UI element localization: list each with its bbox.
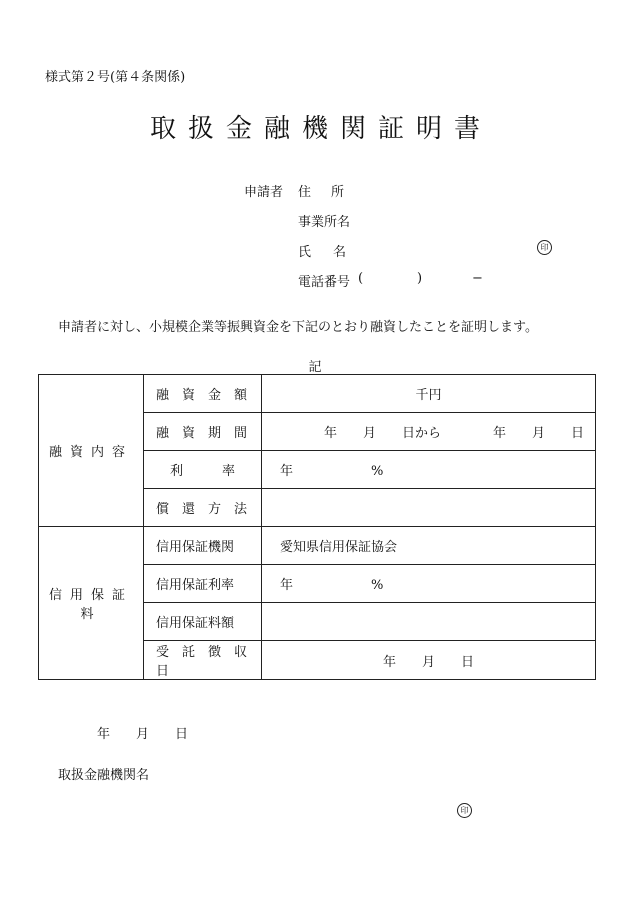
phone-area-open: ( bbox=[358, 271, 364, 286]
form-number: 様式第２号(第４条関係) bbox=[45, 70, 186, 85]
certification-date: 年 月 日 bbox=[97, 727, 189, 742]
row-value[interactable] bbox=[262, 603, 596, 641]
row-label: 受 託 徴 収 日 bbox=[144, 641, 262, 680]
row-label: 信用保証機関 bbox=[144, 527, 262, 565]
institution-seal-icon: 印 bbox=[457, 803, 472, 818]
table-row bbox=[39, 527, 596, 565]
group-guarantee-fee: 信用保証料 bbox=[39, 527, 144, 680]
row-label: 信用保証料額 bbox=[144, 603, 262, 641]
row-value[interactable]: 愛知県信用保証協会 bbox=[262, 527, 596, 565]
row-label: 利 率 bbox=[144, 451, 262, 489]
document-title: 取扱金融機関証明書 bbox=[149, 114, 492, 144]
applicant-label: 申請者 bbox=[244, 185, 284, 200]
row-value[interactable] bbox=[262, 489, 596, 527]
ki-heading: 記 bbox=[308, 360, 322, 375]
group-loan-content: 融資内容 bbox=[39, 375, 144, 527]
row-value[interactable]: 年 月 日から 年 月 日 bbox=[262, 413, 596, 451]
applicant-seal-icon: 印 bbox=[537, 240, 552, 255]
business-name-label: 事業所名 bbox=[298, 215, 351, 230]
row-label: 融 資 金 額 bbox=[144, 375, 262, 413]
certification-statement: 申請者に対し、小規模企業等振興資金を下記のとおり融資したことを証明します。 bbox=[58, 320, 538, 335]
table-row bbox=[39, 375, 596, 413]
row-label: 償 還 方 法 bbox=[144, 489, 262, 527]
address-label: 住所 bbox=[298, 185, 365, 200]
phone-area-close: ) bbox=[417, 271, 423, 286]
phone-dash: − bbox=[472, 271, 483, 286]
row-label: 信用保証利率 bbox=[144, 565, 262, 603]
institution-name-label: 取扱金融機関名 bbox=[58, 768, 150, 783]
loan-details-table bbox=[38, 374, 596, 680]
row-value[interactable]: 千円 bbox=[262, 375, 596, 413]
row-value[interactable]: 年 % bbox=[262, 565, 596, 603]
name-label: 氏名 bbox=[298, 245, 369, 260]
row-value[interactable]: 年 月 日 bbox=[262, 641, 596, 680]
phone-label: 電話番号 bbox=[298, 275, 351, 290]
row-label: 融 資 期 間 bbox=[144, 413, 262, 451]
row-value[interactable]: 年 % bbox=[262, 451, 596, 489]
